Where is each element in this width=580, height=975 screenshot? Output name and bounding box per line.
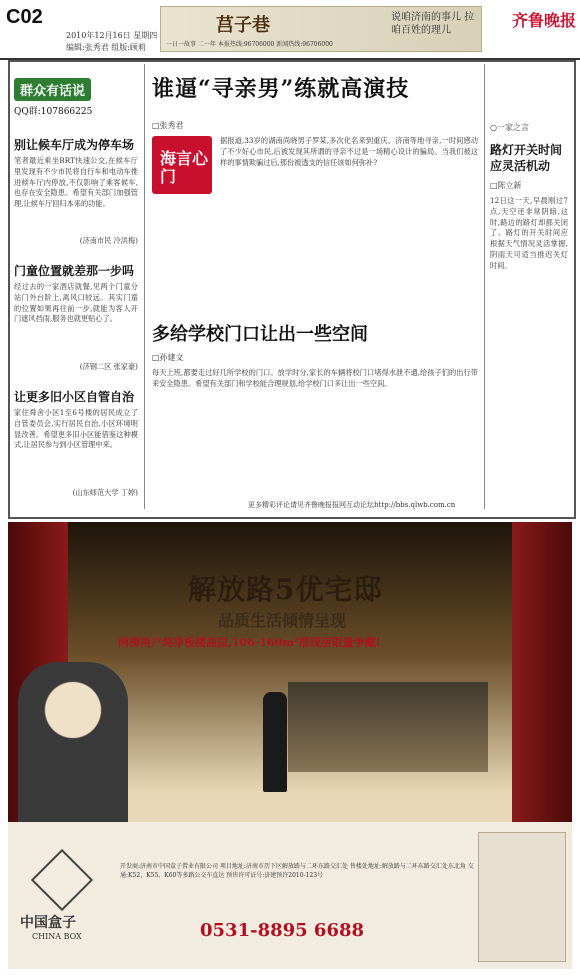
left-item-signature-3: (山东师范大学 丁婷) — [72, 488, 138, 497]
left-item-title-1: 别让候车厅成为停车场 — [14, 138, 135, 152]
brand-name-en: CHINA BOX — [32, 932, 82, 941]
page-number: C02 — [6, 6, 43, 28]
sales-hotline: 0531-8895 6688 — [200, 920, 365, 941]
left-item-signature-2: (济钢二区 张家豪) — [79, 362, 138, 371]
column-divider-right — [484, 64, 485, 509]
sub-headline: 多给学校门口让出一些空间 — [152, 324, 368, 345]
right-column-body: 12日这一天,早晨刚过7点,天空还非常阴暗,这时,路边的路灯却都关闭了。路灯的开关时间应根据天气情况灵活掌握,阴雨天可适当推迟关灯时间。 — [490, 196, 568, 270]
editor-line: 编辑:张秀君 组版:顾莉 — [66, 43, 146, 52]
ad-offer: 两梯两户纯净板楼高层,106-160m²准现房限量争藏! — [118, 636, 381, 649]
ad-details: 开发商:济南市中国盒子置业有限公司 项目地址:济南市历下区解放路与二环东路交汇处 售楼处地址:解放路与二环东路交汇处东北角 交通:K52、K55、K60等多路公交车直达 预售许可证号:济建预许2010-123号 — [120, 863, 474, 879]
qq-group: QQ群:107866225 — [14, 107, 93, 117]
left-item-title-3: 让更多旧小区自管自治 — [14, 390, 135, 404]
newspaper-logo: 齐鲁晚报 — [512, 11, 577, 30]
banner-title: 莒子巷 — [216, 15, 270, 36]
sub-author: □孙建文 — [152, 353, 184, 362]
main-author: □张秀君 — [152, 121, 184, 130]
ad-headline: 解放路5优宅邸 — [188, 573, 383, 606]
section-banner — [160, 6, 482, 52]
main-body: 据报道,33岁的湖南尚晓男子罗某,多次化名来到重庆、济南等地寻亲,一时间感动了不少好心市民,后被发现其所谓的寻亲不过是一场精心设计的骗局。当我们被这样的事情欺骗过后,那份被透支的信任该如何弥补? — [220, 136, 478, 167]
banner-subtitle: 说咱济南的事儿 拉咱百姓的理儿 — [391, 12, 475, 36]
column-icon — [152, 136, 212, 194]
main-headline: 谁逼“寻亲男”练就高演技 — [152, 76, 410, 102]
city-skyline — [288, 682, 488, 772]
floorplan-image — [478, 832, 566, 962]
left-item-body-2: 经过去的一家酒店就餐,见两个门童分站门外台阶上,离风口较远。其实门童的位置如果再往前一步,就能为客人开门遮风挡雨,服务也就更贴心了。 — [14, 282, 138, 324]
column-badge: 群众有话说 — [14, 78, 91, 101]
column-icon-text: 海言心门 — [160, 149, 209, 186]
left-item-title-2: 门童位置就差那一步吗 — [14, 264, 135, 278]
man-figure — [18, 662, 128, 822]
wine-bottle — [263, 692, 287, 792]
right-column-title: 路灯开关时间应灵活机动 — [490, 143, 563, 173]
brand-name: 中国盒子 — [20, 915, 76, 931]
date-line: 2010年12月16日 星期四 — [66, 31, 158, 40]
ad-subtitle: 品质生活倾情呈现 — [218, 611, 347, 630]
banner-small-text: 一日一故事 二一年 本报热线:96706000 新闻热线:96706000 — [166, 41, 333, 48]
right-column-badge: ○一家之言 — [490, 123, 529, 132]
forum-note: 更多精彩评论请见齐鲁晚报报网互动论坛http://bbs.qlwb.com.cn — [248, 501, 456, 509]
left-item-body-1: 笔者最近乘坐BRT快速公交,在候车厅里发现有不少市民将自行车和电动车推进候车厅内停放,不仅影响了乘客候车,也存在安全隐患。希望有关部门加强管理,让候车厅回归本来的功能。 — [14, 156, 138, 209]
curtain-right — [512, 522, 572, 822]
right-column-author: □陈立新 — [490, 181, 522, 190]
column-divider — [144, 64, 145, 509]
sub-body: 每天上班,都要走过好几所学校的门口。放学时分,家长的车辆将校门口堵得水泄不通,给孩子们的出行带来安全隐患。希望有关部门和学校能合理规划,给学校门口多让出一些空间。 — [152, 368, 478, 388]
left-item-body-3: 家住舜舍小区1至6号楼的居民成立了自管委员会,实行居民自治,小区环境明显改善。希望更多旧小区能借鉴这种模式,让居民参与到小区管理中来。 — [14, 408, 138, 450]
page-header — [0, 0, 580, 60]
left-item-signature-1: (济南市民 冷洪梅) — [79, 236, 138, 245]
